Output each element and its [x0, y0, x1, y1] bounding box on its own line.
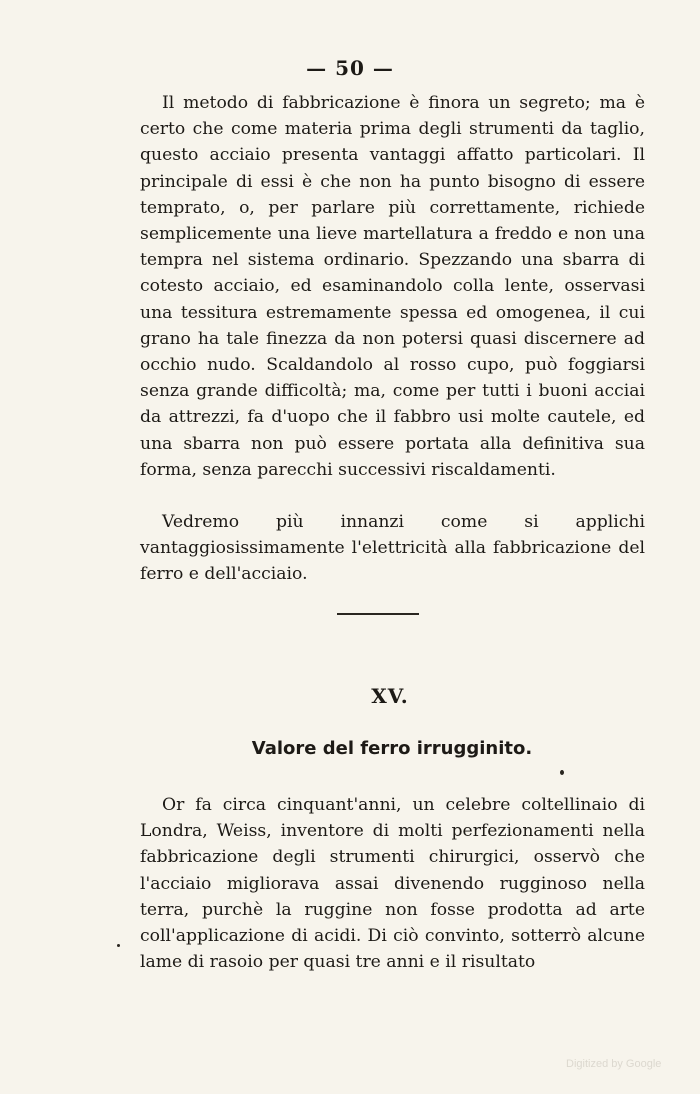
paragraph-electricity: Vedremo più innanzi come si applichi vantaggiosissimamente l'elettricità alla fabbricazione del ferro e dell'acciaio. [140, 512, 645, 585]
section-title: Valore del ferro irrugginito. [251, 738, 533, 759]
ink-speck [117, 944, 120, 947]
section-divider [337, 613, 419, 615]
chapter-number: XV. [371, 684, 409, 708]
paragraph-rusted-iron: Or fa circa cinquant'anni, un celebre coltellinaio di Londra, Weiss, inventore di molti perfezionamenti nella fabbricazione degli strumenti chirurgici, osservò che l'acciaio migliorava assai divenendo rugginoso nella terra, purchè la ruggine non fosse prodotta ad arte coll'applicazione di acidi. Di ciò convinto, sotterrò alcune lame di rasoio per quasi tre anni e il risultato [140, 795, 645, 973]
ink-speck [560, 770, 564, 775]
watermark: Digitized by Google [566, 1058, 662, 1070]
page-number: — 50 — [306, 56, 394, 80]
paragraph-steel-method: Il metodo di fabbricazione è finora un segreto; ma è certo che come materia prima degli strumenti da taglio, questo acciaio presenta vantaggi affatto particolari. Il principale di essi è che non ha punto bisogno di essere temprato, o, per parlare più correttamente, richiede semplicemente una lieve martellatura a freddo e non una tempra nel sistema ordinario. Spezzando una sbarra di cotesto acciaio, ed esaminandolo colla lente, osservasi una tessitura estremamente spessa ed omogenea, il cui grano ha tale finezza da non potersi quasi discernere ad occhio nudo. Scaldandolo al rosso cupo, può foggiarsi senza grande difficoltà; ma, come per tutti i buoni acciai da attrezzi, fa d'uopo che il fabbro usi molte cautele, ed una sbarra non può essere portata alla definitiva sua forma, senza parecchi successivi riscaldamenti. [140, 93, 645, 480]
